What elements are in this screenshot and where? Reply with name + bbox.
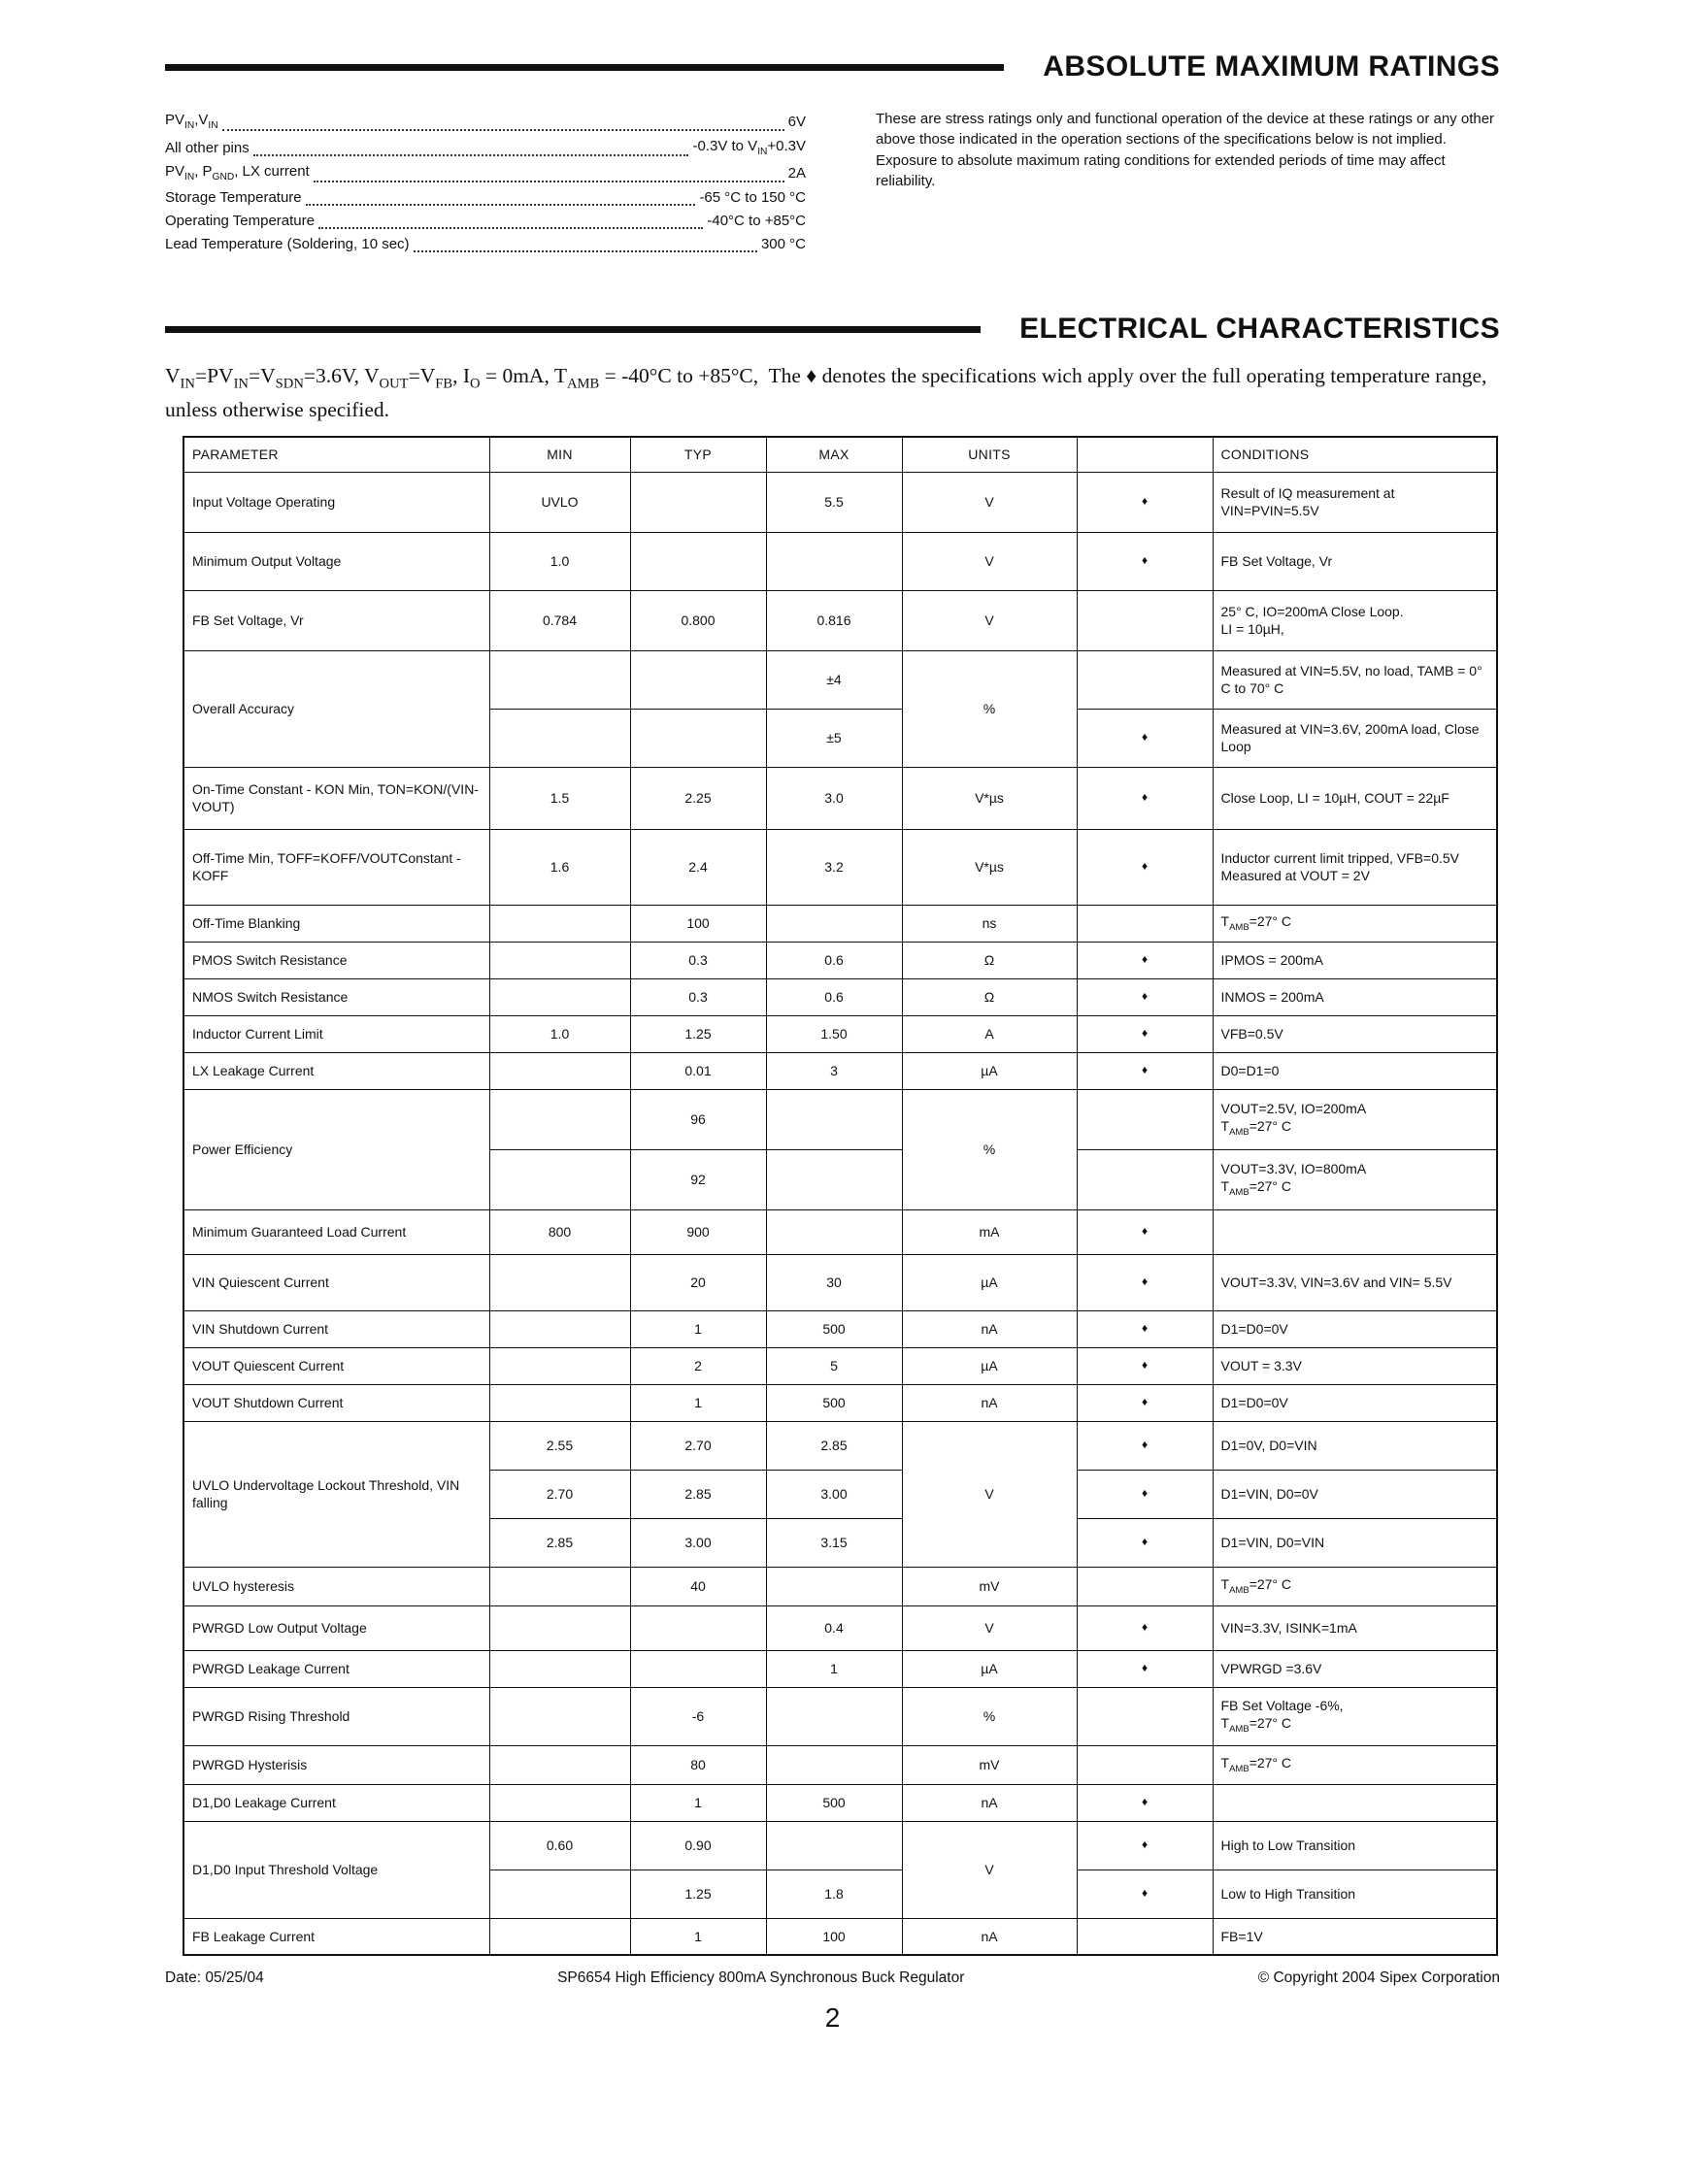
conditions-cell: $T_{AMB}=27^\circ$ C <box>1213 905 1497 942</box>
conditions-cell: $T_{AMB}=27^\circ$ C <box>1213 1745 1497 1784</box>
dotted-leader <box>222 129 784 131</box>
typ-cell: 2.4 <box>630 829 766 905</box>
conditions-cell <box>1213 1209 1497 1254</box>
conditions-cell: VIN=3.3V, ISINK=1mA <box>1213 1605 1497 1650</box>
table-row <box>183 650 1497 709</box>
typ-cell: 40 <box>630 1567 766 1605</box>
min-cell <box>489 1650 630 1687</box>
table-row <box>183 1605 1497 1650</box>
parameter-cell: UVLO Undervoltage Lockout Threshold, VIN falling <box>183 1421 489 1567</box>
conditions-cell <box>1213 1784 1497 1821</box>
typ-cell <box>630 650 766 709</box>
temp-range-flag-cell: ♦ <box>1077 1052 1213 1089</box>
max-cell: 2.85 <box>766 1421 902 1470</box>
parameter-cell: On-Time Constant - KON Min, TON=KON/(VIN-VOUT) <box>183 767 489 829</box>
min-cell: 800 <box>489 1209 630 1254</box>
conditions-cell: VFB=0.5V <box>1213 1015 1497 1052</box>
max-cell <box>766 1209 902 1254</box>
page-footer <box>165 1969 1500 1987</box>
min-cell <box>489 1870 630 1918</box>
units-cell: mV <box>902 1567 1077 1605</box>
typ-cell: 0.3 <box>630 978 766 1015</box>
min-cell <box>489 1918 630 1955</box>
typ-cell: 2.25 <box>630 767 766 829</box>
parameter-cell: FB Leakage Current <box>183 1918 489 1955</box>
rating-label: $PV_{IN}$, $P_{GND}$, LX current <box>165 163 310 183</box>
conditions-cell: VOUT=3.3V, IO=800mA $T_{AMB}=27^\circ$ C <box>1213 1149 1497 1209</box>
parameter-cell: PWRGD Leakage Current <box>183 1650 489 1687</box>
conditions-cell: D1=VIN, D0=0V <box>1213 1470 1497 1518</box>
parameter-cell: Overall Accuracy <box>183 650 489 767</box>
max-cell <box>766 905 902 942</box>
max-cell <box>766 1745 902 1784</box>
max-cell: 0.6 <box>766 978 902 1015</box>
min-cell: 1.0 <box>489 1015 630 1052</box>
max-cell: 0.816 <box>766 590 902 650</box>
rating-label: Storage Temperature <box>165 188 302 206</box>
min-cell <box>489 1254 630 1310</box>
units-cell: % <box>902 1089 1077 1209</box>
max-cell <box>766 532 902 590</box>
temp-range-flag-cell <box>1077 1687 1213 1745</box>
typ-cell: 80 <box>630 1745 766 1784</box>
header-conditions: CONDITIONS <box>1213 437 1497 472</box>
typ-cell: 1.25 <box>630 1870 766 1918</box>
min-cell <box>489 1347 630 1384</box>
min-cell: UVLO <box>489 472 630 532</box>
parameter-cell: Power Efficiency <box>183 1089 489 1209</box>
rating-value: -0.3V to $V_{IN}+0.3V$ <box>692 137 806 157</box>
max-cell: ±5 <box>766 709 902 767</box>
conditions-cell: 25° C, IO=200mA Close Loop. LI = 10µH, <box>1213 590 1497 650</box>
parameter-cell: D1,D0 Input Threshold Voltage <box>183 1821 489 1918</box>
units-cell: Ω <box>902 978 1077 1015</box>
header-min: MIN <box>489 437 630 472</box>
table-row <box>183 978 1497 1015</box>
units-cell: V <box>902 532 1077 590</box>
conditions-cell: Result of IQ measurement at VIN=PVIN=5.5V <box>1213 472 1497 532</box>
parameter-cell: VOUT Shutdown Current <box>183 1384 489 1421</box>
max-cell <box>766 1567 902 1605</box>
conditions-cell: IPMOS = 200mA <box>1213 942 1497 978</box>
rating-value: 6V <box>787 114 806 131</box>
table-row <box>183 590 1497 650</box>
max-cell <box>766 1687 902 1745</box>
parameter-cell: PMOS Switch Resistance <box>183 942 489 978</box>
typ-cell: 0.01 <box>630 1052 766 1089</box>
typ-cell: 0.90 <box>630 1821 766 1870</box>
table-row <box>183 829 1497 905</box>
amr-heading <box>165 50 1500 83</box>
header-max: MAX <box>766 437 902 472</box>
ec-intro: $V_{IN}=PV_{IN}=V_{SDN}=3.6V$, $V_{OUT}=V_{FB}$, $I_O = 0mA$, $T_{AMB} = -40^\circ C$ to +85°C, The ♦ denotes the specifications wich apply over the full operating temperature range, unless otherwise specified. <box>165 364 1487 421</box>
typ-cell: 20 <box>630 1254 766 1310</box>
conditions-cell: D1=D0=0V <box>1213 1310 1497 1347</box>
typ-cell <box>630 1650 766 1687</box>
min-cell: 0.784 <box>489 590 630 650</box>
electrical-characteristics-section <box>165 313 1500 1956</box>
min-cell: 0.60 <box>489 1821 630 1870</box>
footer-copyright: © Copyright 2004 Sipex Corporation <box>1257 1969 1500 1987</box>
typ-cell: 1.25 <box>630 1015 766 1052</box>
max-cell <box>766 1089 902 1149</box>
rating-label: Operating Temperature <box>165 212 315 229</box>
min-cell <box>489 1745 630 1784</box>
parameter-cell: Inductor Current Limit <box>183 1015 489 1052</box>
typ-cell: 1 <box>630 1918 766 1955</box>
table-row <box>183 1209 1497 1254</box>
temp-range-flag-cell: ♦ <box>1077 1384 1213 1421</box>
units-cell: nA <box>902 1784 1077 1821</box>
table-row <box>183 1650 1497 1687</box>
temp-range-flag-cell: ♦ <box>1077 709 1213 767</box>
max-cell: 1.50 <box>766 1015 902 1052</box>
table-row <box>183 1310 1497 1347</box>
units-cell: V <box>902 590 1077 650</box>
units-cell: V*µs <box>902 829 1077 905</box>
table-header-row <box>183 437 1497 472</box>
temp-range-flag-cell: ♦ <box>1077 1650 1213 1687</box>
units-cell: µA <box>902 1254 1077 1310</box>
rating-label: $PV_{IN},V_{IN}$ <box>165 112 218 131</box>
dotted-leader <box>253 154 689 156</box>
max-cell: 500 <box>766 1310 902 1347</box>
typ-cell: 1 <box>630 1310 766 1347</box>
units-cell: V <box>902 472 1077 532</box>
ec-heading <box>165 313 1500 346</box>
conditions-cell: VOUT=2.5V, IO=200mA $T_{AMB}=27^\circ$ C <box>1213 1089 1497 1149</box>
table-row <box>183 532 1497 590</box>
parameter-cell: LX Leakage Current <box>183 1052 489 1089</box>
min-cell: 1.6 <box>489 829 630 905</box>
units-cell: µA <box>902 1347 1077 1384</box>
max-cell: 3.0 <box>766 767 902 829</box>
heading-rule <box>165 64 1004 71</box>
rating-item <box>165 210 806 233</box>
typ-cell: 2.70 <box>630 1421 766 1470</box>
units-cell: Ω <box>902 942 1077 978</box>
units-cell: V*µs <box>902 767 1077 829</box>
conditions-cell: INMOS = 200mA <box>1213 978 1497 1015</box>
temp-range-flag-cell <box>1077 590 1213 650</box>
parameter-cell: PWRGD Hysterisis <box>183 1745 489 1784</box>
electrical-characteristics-table <box>183 436 1498 1956</box>
temp-range-flag-cell: ♦ <box>1077 978 1213 1015</box>
heading-rule <box>165 326 981 333</box>
typ-cell: 0.3 <box>630 942 766 978</box>
max-cell: 3.00 <box>766 1470 902 1518</box>
min-cell <box>489 942 630 978</box>
header-temp-flag <box>1077 437 1213 472</box>
temp-range-flag-cell: ♦ <box>1077 942 1213 978</box>
parameter-cell: Minimum Output Voltage <box>183 532 489 590</box>
min-cell <box>489 1149 630 1209</box>
parameter-cell: PWRGD Low Output Voltage <box>183 1605 489 1650</box>
units-cell: nA <box>902 1918 1077 1955</box>
max-cell: 3.2 <box>766 829 902 905</box>
min-cell <box>489 650 630 709</box>
table-row <box>183 1918 1497 1955</box>
dotted-leader <box>314 181 784 182</box>
typ-cell: 1 <box>630 1384 766 1421</box>
amr-body <box>165 109 1500 256</box>
max-cell: ±4 <box>766 650 902 709</box>
parameter-cell: VIN Shutdown Current <box>183 1310 489 1347</box>
dotted-leader <box>318 227 703 229</box>
typ-cell: -6 <box>630 1687 766 1745</box>
abs-max-list <box>165 109 806 256</box>
units-cell: % <box>902 650 1077 767</box>
temp-range-flag-cell: ♦ <box>1077 1784 1213 1821</box>
units-cell: ns <box>902 905 1077 942</box>
conditions-cell: $T_{AMB}=27^\circ$ C <box>1213 1567 1497 1605</box>
temp-range-flag-cell: ♦ <box>1077 1015 1213 1052</box>
temp-range-flag-cell <box>1077 650 1213 709</box>
table-row <box>183 1687 1497 1745</box>
parameter-cell: Minimum Guaranteed Load Current <box>183 1209 489 1254</box>
table-row <box>183 942 1497 978</box>
temp-range-flag-cell <box>1077 1745 1213 1784</box>
typ-cell: 100 <box>630 905 766 942</box>
min-cell <box>489 709 630 767</box>
min-cell: 2.55 <box>489 1421 630 1470</box>
table-row <box>183 1745 1497 1784</box>
max-cell: 100 <box>766 1918 902 1955</box>
temp-range-flag-cell: ♦ <box>1077 1470 1213 1518</box>
min-cell <box>489 1089 630 1149</box>
header-typ: TYP <box>630 437 766 472</box>
conditions-cell: High to Low Transition <box>1213 1821 1497 1870</box>
temp-range-flag-cell: ♦ <box>1077 1870 1213 1918</box>
conditions-cell: Measured at VIN=5.5V, no load, TAMB = 0° C to 70° C <box>1213 650 1497 709</box>
typ-cell: 1 <box>630 1784 766 1821</box>
units-cell: mA <box>902 1209 1077 1254</box>
typ-cell: 2.85 <box>630 1470 766 1518</box>
rating-item <box>165 160 806 186</box>
temp-range-flag-cell: ♦ <box>1077 1421 1213 1470</box>
ec-table-body <box>183 472 1497 1955</box>
min-cell <box>489 978 630 1015</box>
typ-cell <box>630 472 766 532</box>
parameter-cell: Input Voltage Operating <box>183 472 489 532</box>
typ-cell <box>630 1605 766 1650</box>
rating-value: -65 °C to 150 °C <box>699 188 806 206</box>
max-cell <box>766 1821 902 1870</box>
conditions-cell: D1=D0=0V <box>1213 1384 1497 1421</box>
units-cell: nA <box>902 1310 1077 1347</box>
table-row <box>183 1254 1497 1310</box>
parameter-cell: VIN Quiescent Current <box>183 1254 489 1310</box>
min-cell <box>489 1310 630 1347</box>
table-row <box>183 472 1497 532</box>
table-header <box>183 437 1497 472</box>
footer-date: Date: 05/25/04 <box>165 1969 264 1987</box>
temp-range-flag-cell: ♦ <box>1077 767 1213 829</box>
header-units: UNITS <box>902 437 1077 472</box>
conditions-cell: Inductor current limit tripped, VFB=0.5V Measured at VOUT = 2V <box>1213 829 1497 905</box>
min-cell: 1.0 <box>489 532 630 590</box>
footer-doc-title: SP6654 High Efficiency 800mA Synchronous Buck Regulator <box>557 1969 965 1987</box>
temp-range-flag-cell <box>1077 1149 1213 1209</box>
typ-cell: 2 <box>630 1347 766 1384</box>
temp-range-flag-cell: ♦ <box>1077 1347 1213 1384</box>
max-cell: 500 <box>766 1384 902 1421</box>
rating-label: Lead Temperature (Soldering, 10 sec) <box>165 236 410 253</box>
conditions-cell: Measured at VIN=3.6V, 200mA load, Close Loop <box>1213 709 1497 767</box>
units-cell: V <box>902 1821 1077 1918</box>
rating-value: 300 °C <box>760 236 806 253</box>
max-cell: 5 <box>766 1347 902 1384</box>
rating-item <box>165 186 806 210</box>
parameter-cell: Off-Time Blanking <box>183 905 489 942</box>
units-cell: µA <box>902 1650 1077 1687</box>
max-cell: 30 <box>766 1254 902 1310</box>
temp-range-flag-cell: ♦ <box>1077 1209 1213 1254</box>
conditions-cell: D1=0V, D0=VIN <box>1213 1421 1497 1470</box>
table-row <box>183 1421 1497 1470</box>
parameter-cell: D1,D0 Leakage Current <box>183 1784 489 1821</box>
conditions-cell: FB Set Voltage -6%, $T_{AMB}=27^\circ$ C <box>1213 1687 1497 1745</box>
dotted-leader <box>414 250 757 252</box>
temp-range-flag-cell: ♦ <box>1077 1605 1213 1650</box>
typ-cell <box>630 532 766 590</box>
typ-cell: 96 <box>630 1089 766 1149</box>
units-cell: nA <box>902 1384 1077 1421</box>
absolute-maximum-ratings-section <box>165 50 1500 256</box>
temp-range-flag-cell: ♦ <box>1077 1254 1213 1310</box>
units-cell: V <box>902 1605 1077 1650</box>
conditions-cell: FB Set Voltage, Vr <box>1213 532 1497 590</box>
max-cell: 1.8 <box>766 1870 902 1918</box>
conditions-cell: D0=D1=0 <box>1213 1052 1497 1089</box>
conditions-cell: VOUT = 3.3V <box>1213 1347 1497 1384</box>
amr-title: ABSOLUTE MAXIMUM RATINGS <box>1043 50 1500 83</box>
rating-value: -40°C to +85°C <box>707 212 806 229</box>
rating-item <box>165 135 806 161</box>
temp-range-flag-cell <box>1077 1089 1213 1149</box>
table-row <box>183 1384 1497 1421</box>
temp-range-flag-cell: ♦ <box>1077 472 1213 532</box>
max-cell: 1 <box>766 1650 902 1687</box>
units-cell: V <box>902 1421 1077 1567</box>
parameter-cell: FB Set Voltage, Vr <box>183 590 489 650</box>
table-row <box>183 1089 1497 1149</box>
rating-item <box>165 109 806 135</box>
temp-range-flag-cell: ♦ <box>1077 1518 1213 1567</box>
typ-cell: 900 <box>630 1209 766 1254</box>
table-row <box>183 1784 1497 1821</box>
max-cell: 500 <box>766 1784 902 1821</box>
table-row <box>183 1821 1497 1870</box>
units-cell: A <box>902 1015 1077 1052</box>
temp-range-flag-cell: ♦ <box>1077 1821 1213 1870</box>
table-row <box>183 767 1497 829</box>
ec-title: ELECTRICAL CHARACTERISTICS <box>1019 313 1500 346</box>
header-parameter: PARAMETER <box>183 437 489 472</box>
parameter-cell: NMOS Switch Resistance <box>183 978 489 1015</box>
typ-cell: 0.800 <box>630 590 766 650</box>
max-cell: 3 <box>766 1052 902 1089</box>
min-cell <box>489 1052 630 1089</box>
conditions-cell: VOUT=3.3V, VIN=3.6V and VIN= 5.5V <box>1213 1254 1497 1310</box>
units-cell: µA <box>902 1052 1077 1089</box>
conditions-cell: VPWRGD =3.6V <box>1213 1650 1497 1687</box>
rating-item <box>165 233 806 256</box>
units-cell: % <box>902 1687 1077 1745</box>
min-cell <box>489 905 630 942</box>
table-row <box>183 905 1497 942</box>
temp-range-flag-cell <box>1077 1918 1213 1955</box>
min-cell <box>489 1605 630 1650</box>
table-row <box>183 1052 1497 1089</box>
parameter-cell: VOUT Quiescent Current <box>183 1347 489 1384</box>
max-cell <box>766 1149 902 1209</box>
typ-cell <box>630 709 766 767</box>
table-row <box>183 1567 1497 1605</box>
dotted-leader <box>306 204 696 206</box>
temp-range-flag-cell: ♦ <box>1077 532 1213 590</box>
temp-range-flag-cell <box>1077 1567 1213 1605</box>
temp-range-flag-cell: ♦ <box>1077 829 1213 905</box>
parameter-cell: Off-Time Min, TOFF=KOFF/VOUTConstant - KOFF <box>183 829 489 905</box>
conditions-cell: D1=VIN, D0=VIN <box>1213 1518 1497 1567</box>
min-cell: 2.70 <box>489 1470 630 1518</box>
parameter-cell: PWRGD Rising Threshold <box>183 1687 489 1745</box>
units-cell: mV <box>902 1745 1077 1784</box>
min-cell <box>489 1687 630 1745</box>
typ-cell: 3.00 <box>630 1518 766 1567</box>
min-cell <box>489 1784 630 1821</box>
parameter-cell: UVLO hysteresis <box>183 1567 489 1605</box>
min-cell: 2.85 <box>489 1518 630 1567</box>
temp-range-flag-cell <box>1077 905 1213 942</box>
amr-note: These are stress ratings only and functional operation of the device at these ratings or any other above those indicated in the operation sections of the specifications below is not implied. Exposure to absolute maximum rating conditions for extended periods of time may affect reliability. <box>876 111 1495 189</box>
rating-value: 2A <box>787 165 806 182</box>
table-row <box>183 1015 1497 1052</box>
min-cell <box>489 1567 630 1605</box>
max-cell: 3.15 <box>766 1518 902 1567</box>
temp-range-flag-cell: ♦ <box>1077 1310 1213 1347</box>
max-cell: 0.4 <box>766 1605 902 1650</box>
max-cell: 0.6 <box>766 942 902 978</box>
typ-cell: 92 <box>630 1149 766 1209</box>
min-cell: 1.5 <box>489 767 630 829</box>
conditions-cell: Close Loop, LI = 10µH, COUT = 22µF <box>1213 767 1497 829</box>
min-cell <box>489 1384 630 1421</box>
conditions-cell: FB=1V <box>1213 1918 1497 1955</box>
max-cell: 5.5 <box>766 472 902 532</box>
page-number: 2 <box>824 2002 841 2034</box>
rating-label: All other pins <box>165 139 250 156</box>
table-row <box>183 1347 1497 1384</box>
conditions-cell: Low to High Transition <box>1213 1870 1497 1918</box>
